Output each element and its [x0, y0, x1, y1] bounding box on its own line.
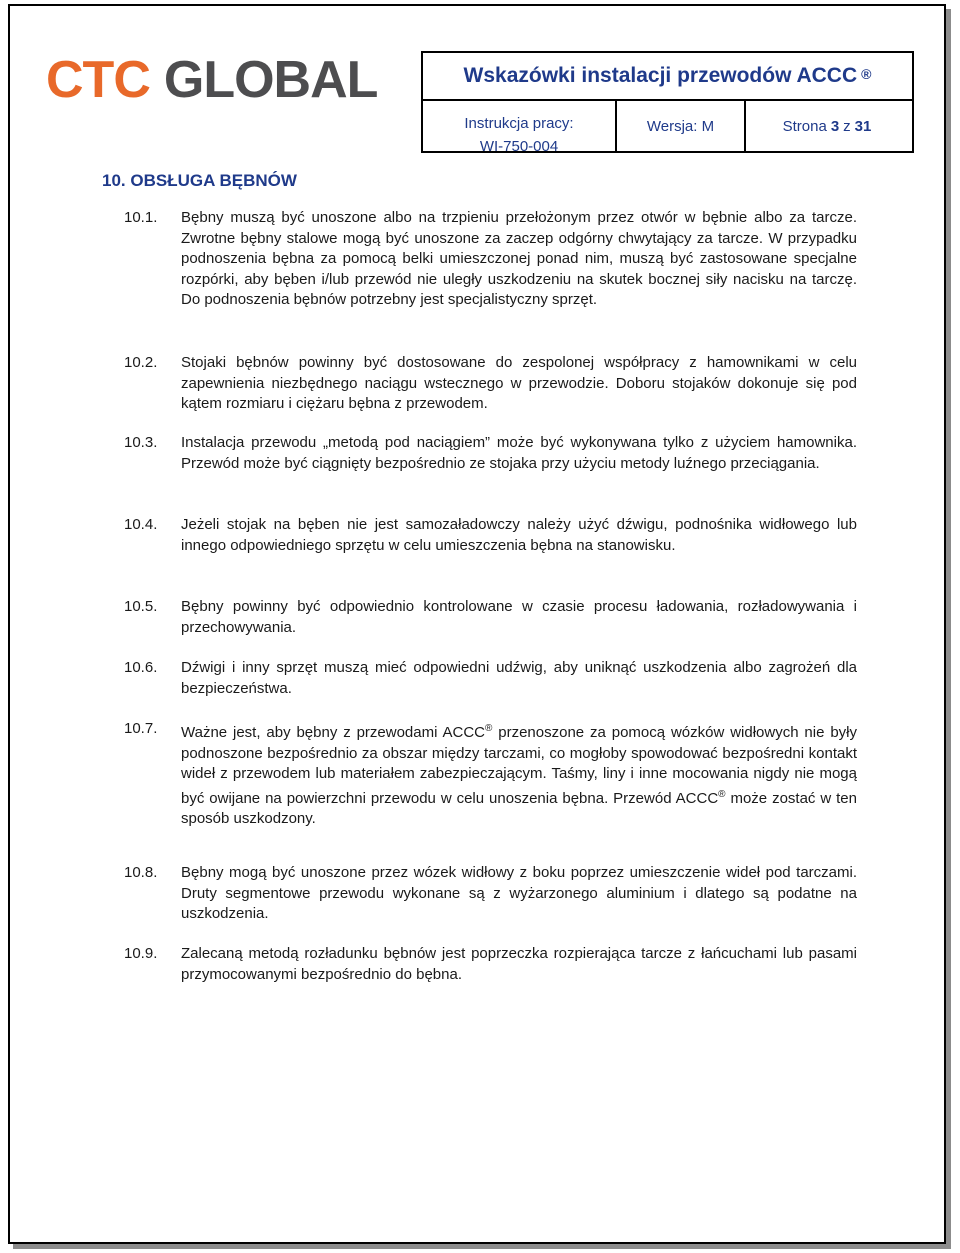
item-text: Stojaki bębnów powinny być dostosowane do zespolonej współpracy z hamownikami w celu zapewnienia niezbędnego naciągu wstecznego w przewodzie. Doboru stojaków dokonuje się pod kątem rozmiaru i ciężaru bębna z przewodem. [181, 354, 857, 412]
list-item-10-5 [124, 597, 857, 638]
item-text-part: przenoszone za pomocą wózków widłowych nie były podnoszone bezpośrednio za obszar między tarczami, co mogłoby spowodować bezpośredni kontakt wideł z przewodem lub materiałem zabezpieczającym. Taśmy, liny i inne mocowania nigdy nie mogą być owijane na powierzchni przewodu w celu unoszenia bębna. Przewód ACCC [181, 724, 857, 807]
item-number: 10.8. [124, 864, 158, 881]
company-logo [46, 51, 378, 109]
registered-symbol: ® [485, 723, 493, 734]
version-label: Wersja: M [646, 117, 715, 135]
document-title [421, 51, 914, 101]
item-text: Instalacja przewodu „metodą pod naciągiem” może być wykonywana tylko z użyciem hamownika. Przewód może być ciągnięty bezpośrednio ze stojaka przy użyciu metody luźnego przeciągania. [181, 434, 857, 472]
list-item-10-8 [124, 863, 857, 925]
page-prefix: Strona [782, 117, 827, 135]
logo-global: GLOBAL [163, 51, 378, 109]
registered-symbol: ® [718, 788, 726, 800]
list-item-10-1 [124, 208, 857, 311]
list-item-10-6 [124, 658, 857, 699]
item-text [181, 719, 857, 830]
list-item-10-7 [124, 719, 857, 830]
list-item-10-4 [124, 515, 857, 556]
item-text: Bębny mogą być unoszone przez wózek widłowy z boku poprzez umieszczenie wideł pod tarczami. Druty segmentowe przewodu wykonane są z wyżarzonego aluminium i dlatego są podatne na uszkodzenia. [181, 864, 857, 922]
list-item-10-3 [124, 433, 857, 474]
section-title: 10. OBSŁUGA BĘBNÓW [102, 171, 297, 190]
item-number: 10.2. [124, 354, 158, 371]
page-number-cell [744, 99, 914, 153]
item-number: 10.1. [124, 209, 158, 226]
item-text: Dźwigi i inny sprzęt muszą mieć odpowiedni udźwig, aby uniknąć uszkodzenia albo zagrożeń dla bezpieczeństwa. [181, 659, 857, 697]
document-title-text: Wskazówki instalacji przewodów ACCC [463, 64, 858, 87]
item-text-part: Ważne jest, aby bębny z przewodami ACCC [181, 724, 485, 741]
page-total: 31 [854, 117, 872, 135]
item-number: 10.6. [124, 659, 158, 676]
item-text: Bębny muszą być unoszone albo na trzpieniu przełożonym przez otwór w bębnie albo za tarcze. Zwrotne bębny stalowe mogą być unoszone za zaczep odgórny chwytający za tarcze. W przypadku podnoszenia bębna za pomocą belki umieszczonej ponad nim, muszą być zastosowane specjalne rozpórki, aby bęben i/lub przewód nie uległy uszkodzeniu na skutek bocznej siły nacisku na tarczę. Do podnoszenia bębnów potrzebny jest specjalistyczny sprzęt. [181, 209, 857, 308]
item-number: 10.5. [124, 598, 158, 615]
instruction-cell [421, 99, 617, 153]
item-text: Bębny powinny być odpowiednio kontrolowane w czasie procesu ładowania, rozładowywania i przechowywania. [181, 598, 857, 636]
page-of: z [843, 117, 851, 135]
logo-ctc: CTC [46, 51, 150, 109]
item-number: 10.7. [124, 720, 158, 737]
instruction-label: Instrukcja pracy: [464, 115, 574, 132]
version-cell [615, 99, 746, 153]
item-text-part: może zostać w ten sposób uszkodzony. [181, 789, 857, 827]
list-item-10-9 [124, 944, 857, 985]
page-current: 3 [830, 117, 840, 135]
item-number: 10.9. [124, 945, 158, 962]
instruction-id: WI-750-004 [479, 138, 559, 155]
registered-symbol: ® [861, 66, 872, 82]
list-item-10-2 [124, 353, 857, 415]
item-number: 10.3. [124, 434, 158, 451]
item-number: 10.4. [124, 516, 158, 533]
item-text: Zalecaną metodą rozładunku bębnów jest poprzeczka rozpierająca tarcze z łańcuchami lub pasami przymocowanymi bezpośrednio do bębna. [181, 945, 857, 983]
item-text: Jeżeli stojak na bęben nie jest samozaładowczy należy użyć dźwigu, podnośnika widłowego lub innego odpowiedniego sprzętu w celu umieszczenia bębna na stanowisku. [181, 516, 857, 554]
